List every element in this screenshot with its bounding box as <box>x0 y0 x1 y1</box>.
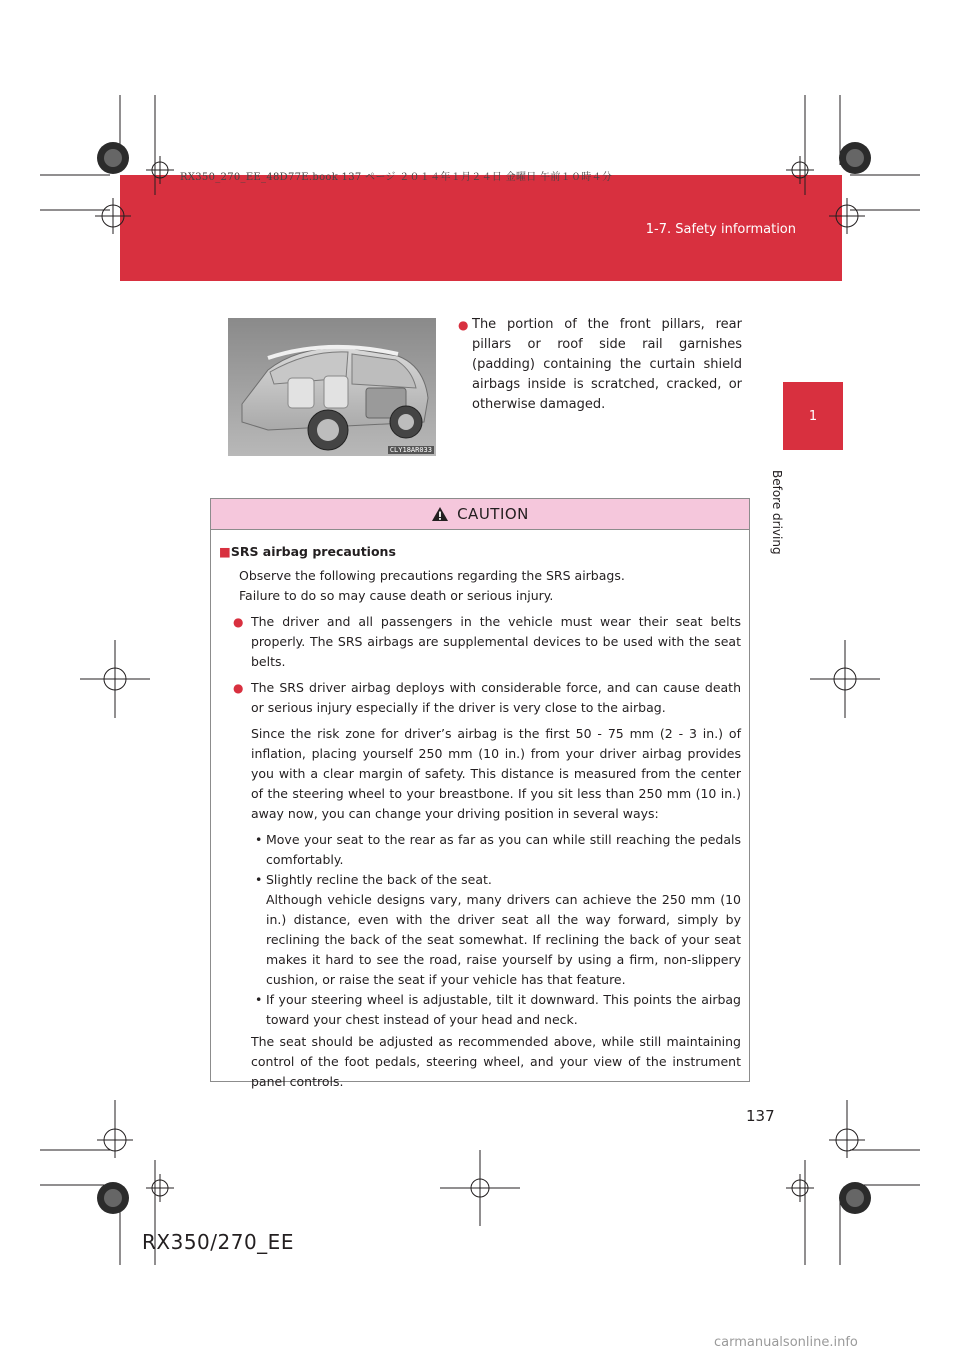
page-number: 137 <box>746 1107 775 1125</box>
caution-bullet-2-paragraph: Since the risk zone for driver’s airbag is the first 50 - 75 mm (2 - 3 in.) of inflation, placing yourself 250 mm (10 in.) from your driver airbag provides you with a clear margin of safety. This distance is measured from the center of the steering wheel to your breastbone. If you sit less than 250 mm (10 in.) away now, you can change your driving position in several ways: <box>251 726 741 821</box>
sub-bullet-icon: • <box>255 992 263 1007</box>
figure-code: CLY18AR033 <box>389 446 432 454</box>
sub-item-2-text: Slightly recline the back of the seat. <box>266 872 492 887</box>
sub-bullet-icon: • <box>255 872 263 887</box>
chapter-number: 1 <box>808 408 818 424</box>
square-bullet-icon: ■ <box>219 544 231 559</box>
section-title: 1-7. Safety information <box>645 222 796 237</box>
model-code: RX350/270_EE <box>142 1230 294 1254</box>
sub-item-3-text: If your steering wheel is adjustable, tilt it downward. This points the airbag toward your chest instead of your head and neck. <box>266 992 741 1027</box>
bullet-dot-icon: ● <box>233 681 244 695</box>
caution-bullet-2-text: The SRS driver airbag deploys with considerable force, and can cause death or serious injury especially if the driver is very close to the airbag. <box>251 680 741 715</box>
book-meta-line: RX350_270_EE_48D77E.book 137 ページ ２０１４年１月２４日 金曜日 午前１０時４分 <box>180 172 613 183</box>
intro-bullet-text: The portion of the front pillars, rear pillars or roof side rail garnishes (padding) containing the curtain shield airbags inside is scratched, cracked, or otherwise damaged. <box>472 317 742 412</box>
caution-bullet-1-text: The driver and all passengers in the vehicle must wear their seat belts properly. The SRS airbags are supplemental devices to be used with the seat belts. <box>251 614 741 669</box>
chapter-title: Before driving <box>770 470 784 555</box>
bullet-dot-icon: ● <box>233 615 244 629</box>
caution-heading-text: SRS airbag precautions <box>230 544 396 559</box>
caution-closing: The seat should be adjusted as recommended above, while still maintaining control of the foot pedals, steering wheel, and your view of the instrument panel controls. <box>251 1034 741 1089</box>
footer-site: carmanualsonline.info <box>714 1335 858 1350</box>
sub-item-2-continuation: Although vehicle designs vary, many drivers can achieve the 250 mm (10 in.) distance, even with the driver seat all the way forward, simply by reclining the back of the seat somewhat. If reclining the back of your seat makes it hard to see the road, raise yourself by using a firm, non-slippery cushion, or raise the seat if your vehicle has that feature. <box>266 892 741 987</box>
caution-intro-line1: Observe the following precautions regarding the SRS airbags. <box>239 568 625 583</box>
bullet-dot-icon: ● <box>458 318 469 332</box>
sub-bullet-icon: • <box>255 832 263 847</box>
caution-intro-line2: Failure to do so may cause death or serious injury. <box>239 588 554 603</box>
sub-item-1-text: Move your seat to the rear as far as you can while still reaching the pedals comfortably. <box>266 832 741 867</box>
caution-title: CAUTION <box>457 505 529 523</box>
